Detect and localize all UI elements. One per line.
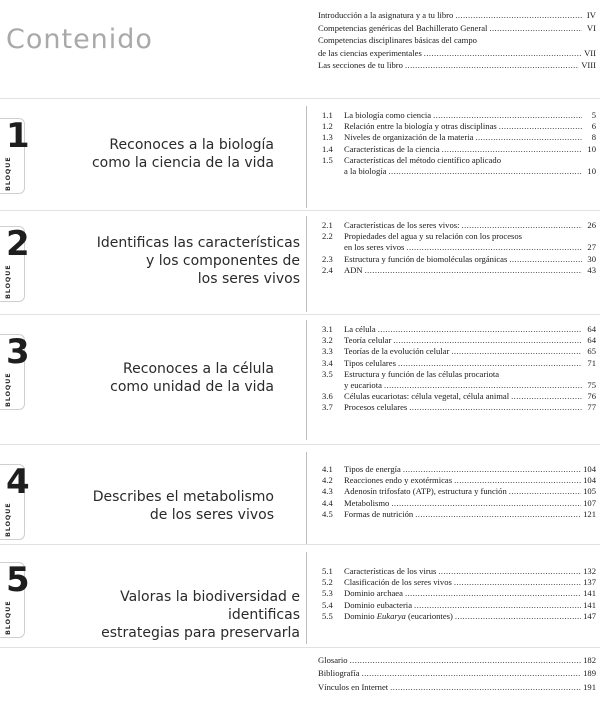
entry-title: Metabolismo	[344, 497, 390, 508]
entry-title: Procesos celulares	[344, 402, 408, 413]
dot-leader	[409, 402, 582, 413]
entry-title: Introducción a la asignatura y a tu libro	[318, 10, 454, 20]
entry-number: 3.4	[322, 357, 333, 368]
dot-leader	[424, 47, 582, 60]
entry-number: 3.5	[322, 368, 333, 379]
entry-title: La célula	[344, 324, 376, 334]
toc-entry[interactable]	[322, 346, 596, 357]
dot-leader	[378, 324, 582, 335]
block-entries	[322, 464, 596, 520]
bloque-1	[0, 98, 600, 210]
entry-number: 2.2	[322, 231, 333, 242]
dot-leader	[362, 667, 582, 680]
dot-leader	[454, 577, 581, 588]
dot-leader	[455, 611, 581, 622]
toc-entry[interactable]	[322, 369, 596, 380]
entry-page: 75	[587, 380, 596, 391]
toc-entry[interactable]	[318, 667, 596, 680]
dot-leader	[442, 144, 582, 155]
dot-leader	[438, 566, 581, 577]
toc-entry[interactable]	[322, 588, 596, 599]
entry-title: Relación entre la biología y otras disciplinas	[344, 121, 497, 132]
entry-title: de las ciencias experimentales	[318, 47, 422, 58]
toc-entry[interactable]	[322, 335, 596, 346]
dot-leader	[455, 9, 582, 22]
entry-title: Formas de nutrición	[344, 508, 414, 519]
dot-leader	[451, 346, 582, 357]
entry-page: 141	[583, 599, 596, 610]
toc-entry[interactable]	[322, 231, 596, 242]
bloque-4	[0, 444, 600, 544]
entry-number: 1.4	[322, 143, 333, 154]
entry-number: 3.3	[322, 346, 333, 357]
block-title-line: Valoras la biodiversidad e identificas	[120, 589, 300, 623]
entry-title: Células eucariotas: célula vegetal, célula animal	[344, 391, 510, 402]
entry-page: 65	[587, 346, 596, 357]
entry-number: 5.1	[322, 566, 333, 576]
block-title-line: Reconoces a la biología	[109, 137, 274, 153]
entry-title: Tipos de energía	[344, 464, 401, 474]
entry-title: La biología como ciencia	[344, 110, 432, 120]
entry-page: 104	[583, 475, 596, 486]
entry-page: 121	[583, 508, 596, 519]
toc-entry[interactable]	[322, 220, 596, 231]
toc-entry[interactable]	[322, 358, 596, 369]
entry-page: VII	[584, 47, 596, 58]
dot-leader	[391, 498, 581, 509]
toc-entry[interactable]	[322, 121, 596, 132]
entry-number: 4.5	[322, 508, 333, 519]
block-tab[interactable]	[0, 332, 30, 410]
dot-leader	[454, 475, 581, 486]
block-title-line: de los seres vivos	[149, 507, 274, 523]
entry-number: 2.4	[322, 264, 333, 275]
entry-page: 76	[587, 391, 596, 402]
toc-entry[interactable]	[322, 486, 596, 497]
bloque-3	[0, 314, 600, 444]
entry-number: 1.5	[322, 154, 333, 165]
entry-number: 4.2	[322, 475, 333, 486]
entry-title: Características del método científico aplicado	[344, 154, 502, 165]
entry-page: 64	[587, 324, 596, 334]
entry-page: 30	[587, 253, 596, 264]
entry-page: VIII	[581, 60, 596, 71]
block-label: BLOQUE	[4, 502, 12, 537]
block-number: 2	[6, 224, 30, 264]
entry-title: Tipos celulares	[344, 357, 396, 368]
toc-entry[interactable]	[322, 475, 596, 486]
entry-title: Niveles de organización de la materia	[344, 132, 474, 143]
dot-leader	[403, 464, 581, 475]
dot-leader	[406, 242, 582, 253]
entry-number: 4.3	[322, 486, 333, 497]
entry-title: a la biología	[344, 166, 387, 177]
entry-title: Estructura y función de las células procariota	[344, 368, 500, 379]
entry-title: Características de la ciencia	[344, 143, 440, 154]
entry-title: Estructura y función de biomoléculas orgánicas	[344, 253, 508, 264]
block-entries	[322, 110, 596, 177]
dot-leader	[365, 265, 582, 276]
entry-title: Clasificación de los seres vivos	[344, 577, 452, 588]
entry-page: 189	[583, 668, 596, 679]
entry-number: 1.3	[322, 132, 333, 143]
block-vertical-rule	[306, 452, 307, 544]
block-title-line: y los componentes de	[146, 253, 300, 269]
block-title-line: como la ciencia de la vida	[91, 155, 274, 171]
dot-leader	[388, 166, 582, 177]
entry-page: 10	[587, 143, 596, 154]
entry-title: Competencias disciplinares básicas del campo	[318, 35, 477, 46]
entry-number: 2.3	[322, 253, 333, 264]
toc-entry[interactable]	[318, 47, 596, 60]
toc-entry[interactable]	[322, 155, 596, 166]
block-title-line: como unidad de la vida	[110, 379, 274, 395]
entry-page: 71	[587, 357, 596, 368]
block-title-line: los seres vivos	[197, 271, 300, 287]
entry-page: 6	[591, 121, 596, 132]
dot-leader	[499, 121, 582, 132]
block-entries	[322, 566, 596, 622]
entry-title: Bibliografía	[318, 668, 360, 679]
intro-list	[318, 9, 596, 72]
block-entries	[322, 220, 596, 276]
entry-title: Adenosín trifosfato (ATP), estructura y función	[344, 486, 507, 497]
toc-entry[interactable]	[322, 498, 596, 509]
block-label: BLOQUE	[4, 264, 12, 299]
entry-number: 5.3	[322, 588, 333, 599]
entry-page: 147	[583, 610, 596, 621]
entry-title: Dominio eubacteria	[344, 599, 413, 610]
toc-entry[interactable]	[322, 611, 596, 622]
block-number: 5	[6, 560, 30, 600]
toc-entry[interactable]	[322, 391, 596, 402]
entry-page: 182	[583, 655, 596, 665]
entry-page: IV	[586, 10, 596, 20]
block-title	[50, 234, 300, 288]
entry-number: 4.4	[322, 497, 333, 508]
entry-page: 105	[583, 486, 596, 497]
toc-entry[interactable]	[322, 324, 596, 335]
block-title-line: estrategias para preservarla	[101, 625, 300, 641]
entry-page: 64	[587, 335, 596, 346]
block-label: BLOQUE	[4, 156, 12, 191]
dot-leader	[405, 588, 581, 599]
block-vertical-rule	[306, 106, 307, 208]
block-vertical-rule	[306, 216, 307, 312]
entry-number: 4.1	[322, 464, 333, 474]
footer-divider	[0, 647, 600, 648]
toc-entry[interactable]	[318, 22, 596, 35]
entry-page: 26	[587, 220, 596, 230]
toc-entry[interactable]	[322, 110, 596, 121]
dot-leader	[489, 22, 582, 35]
toc-entry[interactable]	[318, 59, 596, 72]
dot-leader	[415, 509, 581, 520]
toc-entry[interactable]	[322, 242, 596, 253]
block-title	[24, 360, 274, 396]
block-tab[interactable]	[0, 224, 30, 302]
block-title-line: Reconoces a la célula	[123, 361, 274, 377]
toc-entry[interactable]	[322, 380, 596, 391]
entry-title: ADN	[344, 264, 363, 275]
entry-page: 137	[583, 577, 596, 588]
dot-leader	[462, 220, 582, 231]
block-label: BLOQUE	[4, 600, 12, 635]
entry-title: Teorías de la evolución celular	[344, 346, 450, 357]
dot-leader	[398, 358, 582, 369]
entry-title: Teoría celular	[344, 335, 392, 346]
block-tab[interactable]	[0, 560, 30, 638]
entry-title: Características de los virus	[344, 566, 437, 576]
dot-leader	[475, 132, 582, 143]
entry-number: 3.1	[322, 324, 333, 334]
dot-leader	[509, 254, 582, 265]
toc-entry[interactable]	[318, 9, 596, 22]
block-number: 1	[6, 116, 30, 156]
block-number: 3	[6, 332, 30, 372]
entry-title: en los seres vivos	[344, 242, 405, 253]
dot-leader	[433, 110, 582, 121]
entry-number: 5.5	[322, 610, 333, 621]
entry-title: Dominio archaea	[344, 588, 403, 599]
toc-entry[interactable]	[322, 464, 596, 475]
dot-leader	[350, 654, 582, 667]
block-label: BLOQUE	[4, 372, 12, 407]
toc-entry[interactable]	[318, 654, 596, 667]
entry-page: 107	[583, 497, 596, 508]
block-tab[interactable]	[0, 116, 30, 194]
toc-entry[interactable]	[322, 402, 596, 413]
entry-title: Propiedades del agua y su relación con los procesos	[344, 231, 523, 242]
dot-leader	[390, 681, 581, 694]
entry-number: 1.2	[322, 121, 333, 132]
toc-entry[interactable]	[318, 681, 596, 694]
block-title	[50, 588, 300, 642]
entry-title: Glosario	[318, 655, 348, 665]
entry-title: Características de los seres vivos:	[344, 220, 460, 230]
toc-entry[interactable]	[322, 509, 596, 520]
entry-page: 10	[587, 166, 596, 177]
toc-entry[interactable]	[318, 34, 596, 47]
entry-title: Las secciones de tu libro	[318, 60, 403, 71]
block-title-line: Identificas las características	[96, 235, 300, 251]
toc-entry[interactable]	[322, 166, 596, 177]
toc-entry[interactable]	[322, 132, 596, 143]
entry-number: 5.4	[322, 599, 333, 610]
entry-title: Dominio Eukarya (eucariontes)	[344, 610, 453, 621]
entry-number: 1.1	[322, 110, 333, 120]
entry-page: 8	[591, 132, 596, 143]
bloque-2	[0, 210, 600, 314]
toc-entry[interactable]	[322, 600, 596, 611]
entry-page: 5	[591, 110, 596, 120]
block-vertical-rule	[306, 320, 307, 440]
footer-list	[318, 654, 596, 694]
entry-page: 77	[587, 402, 596, 413]
block-vertical-rule	[306, 552, 307, 644]
dot-leader	[405, 59, 579, 72]
entry-title: Competencias genéricas del Bachillerato General	[318, 22, 488, 33]
toc-entry[interactable]	[322, 566, 596, 577]
dot-leader	[511, 391, 582, 402]
block-tab[interactable]	[0, 462, 30, 540]
toc-entry[interactable]	[322, 144, 596, 155]
entry-number: 3.2	[322, 335, 333, 346]
entry-number: 3.6	[322, 391, 333, 402]
block-number: 4	[6, 462, 30, 502]
dot-leader	[384, 380, 582, 391]
entry-page: 191	[583, 681, 596, 692]
entry-title: Vínculos en Internet	[318, 681, 389, 692]
block-entries	[322, 324, 596, 414]
entry-page: 104	[583, 464, 596, 474]
entry-number: 5.2	[322, 577, 333, 588]
entry-number: 3.7	[322, 402, 333, 413]
entry-page: 141	[583, 588, 596, 599]
entry-page: 132	[583, 566, 596, 576]
toc-entry[interactable]	[322, 577, 596, 588]
toc-entry[interactable]	[322, 254, 596, 265]
block-title-line: Describes el metabolismo	[92, 489, 274, 505]
entry-page: 43	[587, 264, 596, 275]
bloque-5	[0, 544, 600, 647]
entry-number: 2.1	[322, 220, 333, 230]
dot-leader	[393, 335, 582, 346]
page-title: Contenido	[6, 24, 153, 56]
toc-entry[interactable]	[322, 265, 596, 276]
dot-leader	[414, 600, 581, 611]
entry-title: Reacciones endo y exotérmicas	[344, 475, 453, 486]
entry-page: 27	[587, 242, 596, 253]
entry-page: VI	[586, 22, 596, 33]
entry-title: y eucariota	[344, 380, 382, 391]
block-title	[24, 136, 274, 172]
block-title	[24, 488, 274, 524]
dot-leader	[509, 486, 581, 497]
